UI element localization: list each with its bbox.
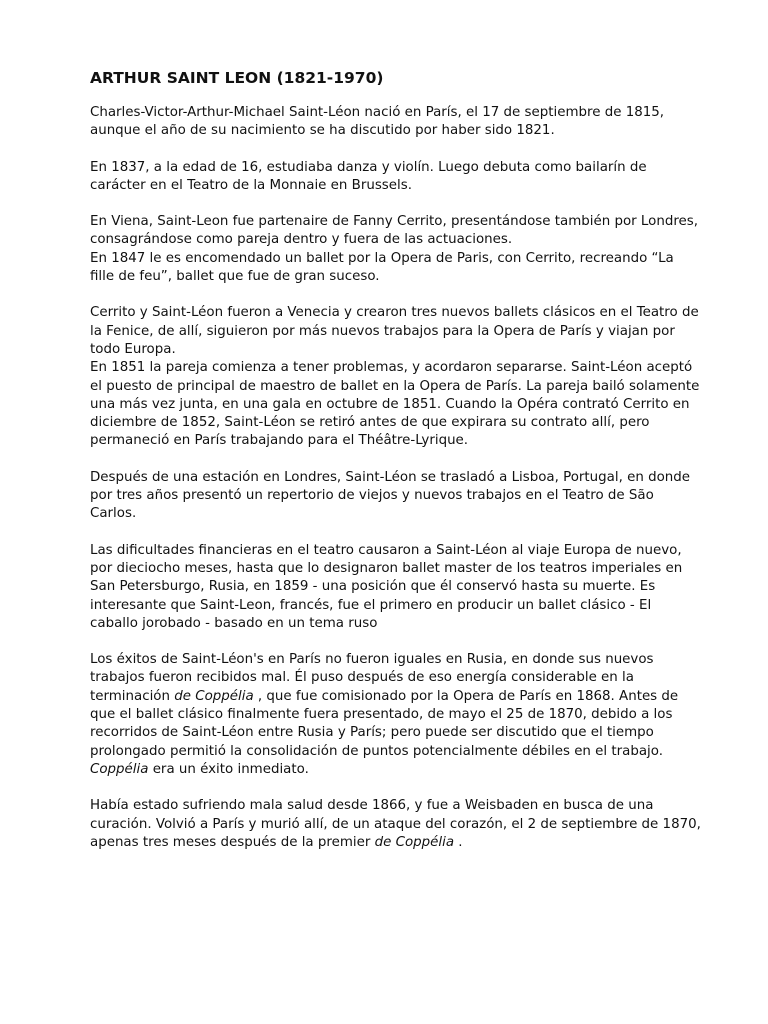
coppelia-text-3: era un éxito inmediato. [148,761,309,777]
paragraph-russia: Las dificultades financieras en el teatro causaron a Saint-Léon al viaje Europa de nuevo, por dieciocho meses, hasta que lo designaron ballet master de los teatros imperiales en San Petersburgo, Rusia, en 1859 - una posición que él conservó hasta su muerte. Es interesante que Saint-Leon, francés, fue el primero en producir un ballet clásico - El caballo jorobado - basado en un tema ruso [90,542,683,631]
paragraph-vienna: En Viena, Saint-Leon fue partenaire de Fanny Cerrito, presentándose también por Londres, consagrándose como pareja dentro y fuera de las actuaciones. [90,214,699,248]
paragraph-coppelia [90,651,702,779]
coppelia-text-1: Los éxitos de Saint-Léon's en París no fueron iguales en Rusia, en donde sus nuevos trabajos fueron recibidos mal. Él puso después de eso energía considerable en la terminación [90,652,654,704]
death-text-1: Había estado sufriendo mala salud desde 1866, y fue a Weisbaden en busca de una curación. Volvió a París y murió allí, de un ataque del corazón, el 2 de septiembre de 1870, apenas tres meses después de la premier [90,798,701,850]
coppelia-title-1: de Coppélia [174,688,254,704]
coppelia-title-2: Coppélia [90,761,149,777]
paragraph-birth: Charles-Victor-Arthur-Michael Saint-Léon nació en París, el 17 de septiembre de 1815, aunque el año de su nacimiento se ha discutido por haber sido 1821. [90,105,665,139]
paragraph-venice: Cerrito y Saint-Léon fueron a Venecia y crearon tres nuevos ballets clásicos en el Teatro de la Fenice, de allí, siguieron por más nuevos trabajos para la Opera de París y viajan por todo Europa. [90,305,699,357]
paragraph-separation: En 1851 la pareja comienza a tener problemas, y acordaron separarse. Saint-Léon aceptó el puesto de principal de maestro de ballet en la Opera de París. La pareja bailó solamente una más vez junta, en una gala en octubre de 1851. Cuando la Opéra contrató Cerrito en diciembre de 1852, Saint-Léon se retiró antes de que expirara su contrato allí, pero permaneció en París trabajando para el Théâtre-Lyrique. [90,360,700,449]
death-text-2: . [454,834,463,850]
document-title: ARTHUR SAINT LEON (1821-1970) [90,69,384,87]
coppelia-title-3: de Coppélia [374,834,455,850]
document-body [90,68,702,870]
paragraph-lisbon: Después de una estación en Londres, Saint-Léon se trasladó a Lisboa, Portugal, en donde por tres años presentó un repertorio de viejos y nuevos trabajos en el Teatro de São Carlos. [90,469,691,522]
paragraph-early-career: En 1837, a la edad de 16, estudiaba danza y violín. Luego debuta como bailarín de carácter en el Teatro de la Monnaie en Brussels. [90,159,647,193]
paragraph-death [90,797,702,852]
paragraph-fille-de-feu: En 1847 le es encomendado un ballet por la Opera de Paris, con Cerrito, recreando “La fille de feu”, ballet que fue de gran suceso. [90,250,674,285]
coppelia-text-2: , que fue comisionado por la Opera de París en 1868. Antes de que el ballet clásico finalmente fuera presentado, de mayo el 25 de 1870, debido a los recorridos de Saint-Léon entre Rusia y París; pero puede ser discutido que el tiempo prolongado permitió la consolidación de puntos potencialmente débiles en el trabajo. [90,688,679,759]
